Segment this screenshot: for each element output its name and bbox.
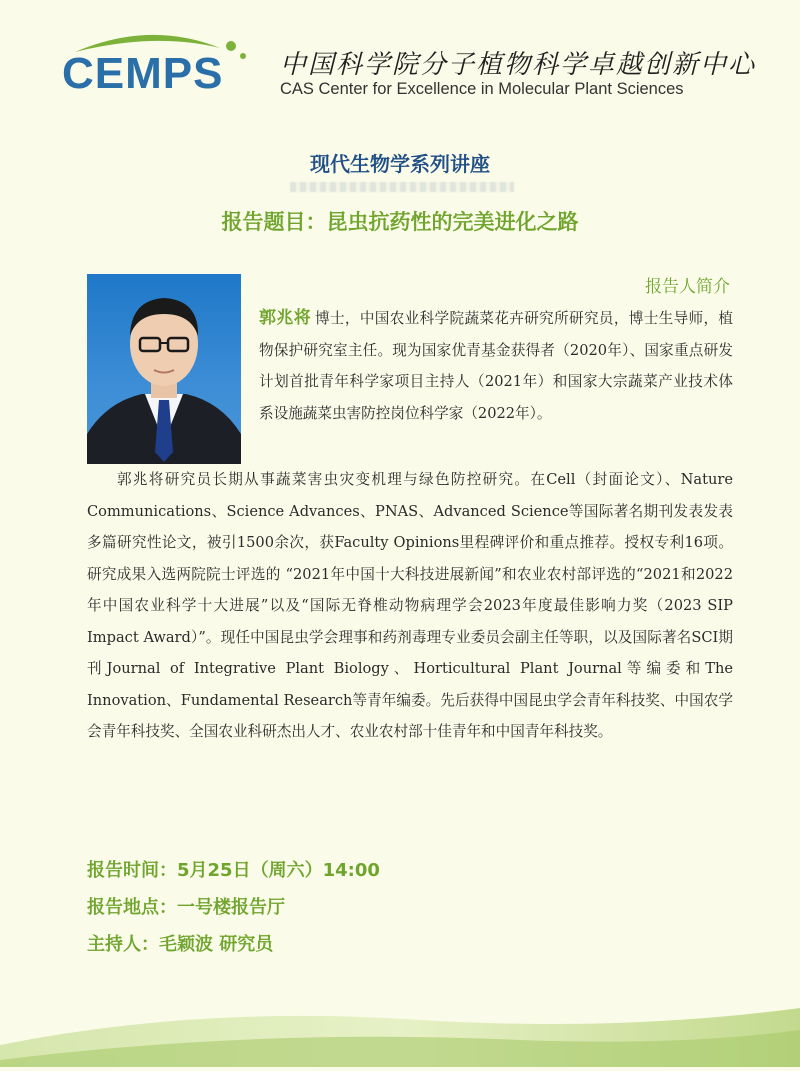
org-name-en: CAS Center for Excellence in Molecular Plant Sciences	[280, 80, 684, 98]
talk-location: 报告地点：一号楼报告厅	[87, 897, 285, 918]
footer-wave-icon	[0, 1000, 800, 1067]
title-reflection	[290, 182, 514, 192]
speaker-bio: 郭兆将研究员长期从事蔬菜害虫灾变机理与绿色防控研究。在Cell（封面论文）、Nature Communications、Science Advances、PNAS、Advanced Science等国际著名期刊发表发表多篇研究性论文，被引1500余次，获Faculty Opinions里程碑评价和重点推荐。授权专利16项。研究成果入选两院院士评选的 “2021年中国十大科技进展新闻”和农业农村部评选的“2021和2022年中国农业科学十大进展”以及“国际无脊椎动物病理学会2023年度最佳影响力奖（2023 SIP Impact Award）”。现任中国昆虫学会理事和药剂毒理专业委员会副主任等职，以及国际著名SCI期刊Journal of Integrative Plant Biology、Horticultural Plant Journal等编委和The Innovation、Fundamental Research等青年编委。先后获得中国昆虫学会青年科技奖、中国农学会青年科技奖、全国农业科研杰出人才、农业农村部十佳青年和中国青年科技奖。	[87, 471, 733, 740]
logo-text: CEMPS	[62, 49, 224, 98]
org-name-cn: 中国科学院分子植物科学卓越创新中心	[280, 50, 757, 80]
lecture-series-title: 现代生物学系列讲座	[310, 152, 490, 176]
talk-time: 报告时间：5月25日（周六）14:00	[87, 860, 380, 881]
speaker-section-heading: 报告人简介	[645, 277, 730, 297]
speaker-photo	[87, 274, 241, 464]
speaker-name: 郭兆将	[259, 308, 312, 328]
speaker-intro	[259, 303, 733, 429]
speaker-intro-text: 博士，中国农业科学院蔬菜花卉研究所研究员，博士生导师，植物保护研究室主任。现为国家优青基金获得者（2020年）、国家重点研发计划首批青年科学家项目主持人（2021年）和国家大宗蔬菜产业技术体系设施蔬菜虫害防控岗位科学家（2022年）。	[259, 310, 733, 422]
talk-host: 主持人：毛颖波 研究员	[87, 934, 274, 955]
speaker-portrait-icon	[87, 274, 241, 464]
talk-title: 报告题目：昆虫抗药性的完美进化之路	[221, 210, 579, 234]
footer-wave	[0, 1000, 800, 1067]
